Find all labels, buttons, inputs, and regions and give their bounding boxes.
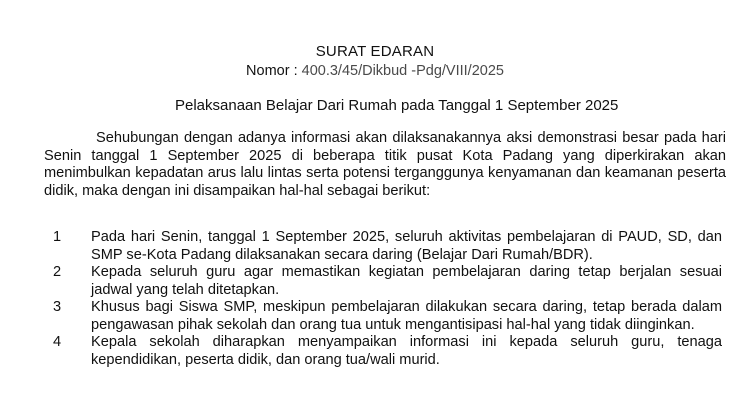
letter-subject: Pelaksanaan Belajar Dari Rumah pada Tanggal 1 September 2025 bbox=[175, 97, 619, 114]
list-item bbox=[0, 229, 750, 264]
list-item-number: 1 bbox=[53, 229, 62, 245]
list-item-text: Kepada seluruh guru agar memastikan kegiatan pembelajaran daring tetap berjalan sesuai jadwal yang telah ditetapkan. bbox=[91, 264, 722, 298]
instruction-list bbox=[0, 229, 750, 369]
letter-number bbox=[0, 63, 750, 79]
list-item-number: 3 bbox=[53, 299, 62, 315]
list-item bbox=[0, 299, 750, 334]
list-item-text: Kepala sekolah diharapkan menyampaikan informasi ini kepada seluruh guru, tenaga kependidikan, peserta didik, dan orang tua/wali murid. bbox=[91, 334, 722, 368]
intro-paragraph: Sehubungan dengan adanya informasi akan dilaksanakannya aksi demonstrasi besar pada hari Senin tanggal 1 September 2025 di beberapa titik pusat Kota Padang yang diperkirakan akan menimbulkan kepadatan arus lalu lintas serta potensi terganggunya kenyamanan dan keamanan peserta didik, maka dengan ini disampaikan hal-hal sebagai berikut: bbox=[44, 130, 726, 199]
letter-title: SURAT EDARAN bbox=[315, 43, 435, 60]
list-item bbox=[0, 264, 750, 299]
list-item bbox=[0, 334, 750, 369]
list-item-number: 4 bbox=[53, 334, 62, 350]
letter-number-label: Nomor : bbox=[246, 63, 302, 79]
list-item-text: Khusus bagi Siswa SMP, meskipun pembelajaran dilakukan secara daring, tetap berada dalam pengawasan pihak sekolah dan orang tua untuk mengantisipasi hal-hal yang tidak diinginkan. bbox=[91, 299, 722, 333]
list-item-text: Pada hari Senin, tanggal 1 September 2025, seluruh aktivitas pembelajaran di PAUD, SD, dan SMP se-Kota Padang dilaksanakan secara daring (Belajar Dari Rumah/BDR). bbox=[91, 229, 722, 263]
list-item-number: 2 bbox=[53, 264, 62, 280]
letter-number-value: 400.3/45/Dikbud -Pdg/VIII/2025 bbox=[301, 63, 504, 79]
